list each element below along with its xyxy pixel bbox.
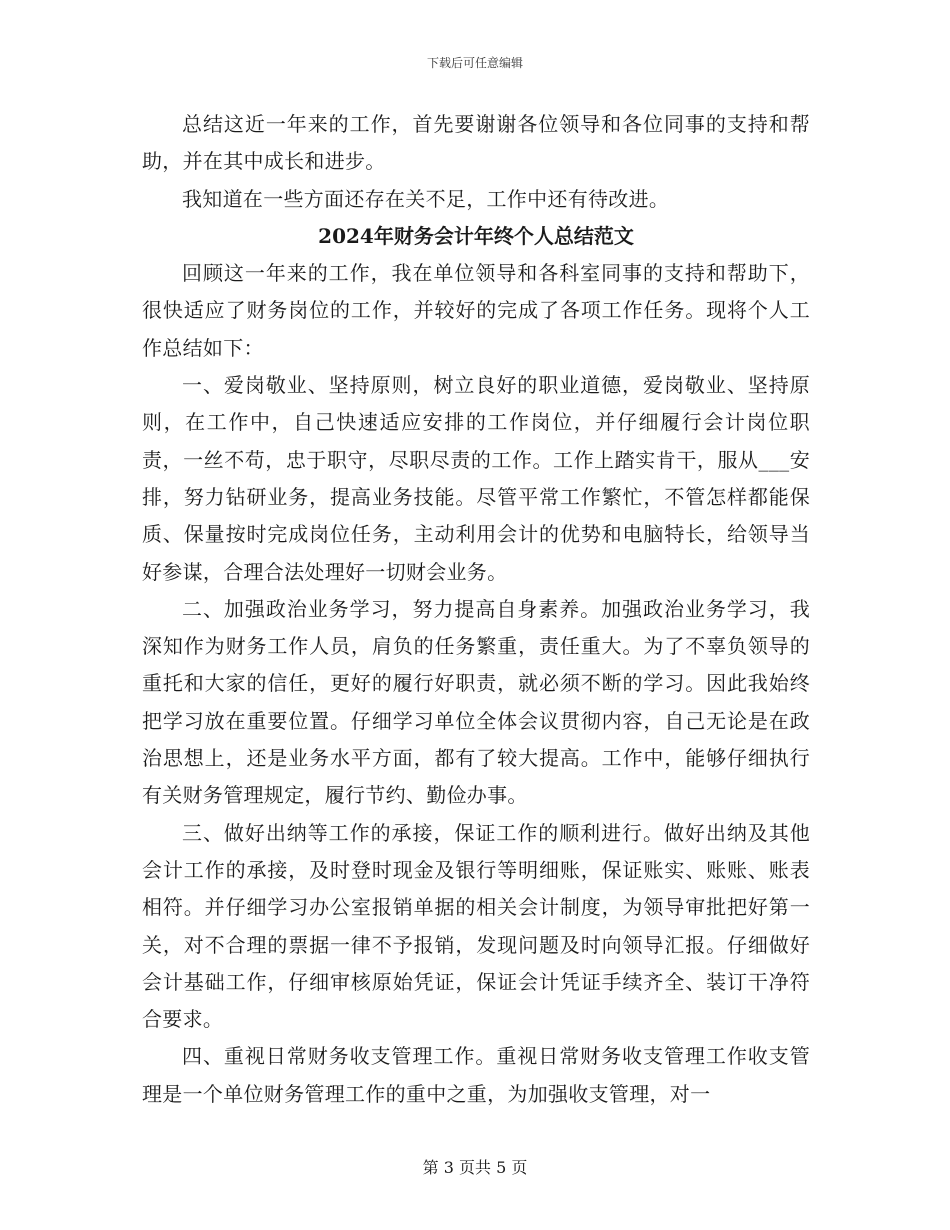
intro-paragraph-1: 总结这近一年来的工作，首先要谢谢各位领导和各位同事的支持和帮助，并在其中成长和进步。 (142, 112, 810, 174)
intro-paragraph-2: 我知道在一些方面还存在关不足，工作中还有待改进。 (182, 186, 670, 211)
body-paragraph-2: 一、爱岗敬业、坚持原则，树立良好的职业道德，爱岗敬业、坚持原则，在工作中，自己快速适应安排的工作岗位，并仔细履行会计岗位职责，一丝不苟，忠于职守，尽职尽责的工作。工作上踏实肯干，服从___安排，努力钻研业务，提高业务技能。尽管平常工作繁忙，不管怎样都能保质、保量按时完成岗位任务，主动利用会计的优势和电脑特长，给领导当好参谋，合理合法处理好一切财会业务。 (142, 373, 810, 584)
page-header: 下载后可任意编辑 (426, 56, 523, 70)
body-paragraph-3: 二、加强政治业务学习，努力提高自身素养。加强政治业务学习，我深知作为财务工作人员，肩负的任务繁重，责任重大。为了不辜负领导的重托和大家的信任，更好的履行好职责，就必须不断的学习。因此我始终把学习放在重要位置。仔细学习单位全体会议贯彻内容，自己无论是在政治思想上，还是业务水平方面，都有了较大提高。工作中，能够仔细执行有关财务管理规定，履行节约、勤俭办事。 (142, 596, 810, 808)
body-paragraph-4: 三、做好出纳等工作的承接，保证工作的顺利进行。做好出纳及其他会计工作的承接，及时登时现金及银行等明细账，保证账实、账账、账表相符。并仔细学习办公室报销单据的相关会计制度，为领导审批把好第一关，对不合理的票据一律不予报销，发现问题及时向领导汇报。仔细做好会计基础工作，仔细审核原始凭证，保证会计凭证手续齐全、装订干净符合要求。 (142, 820, 810, 1032)
document-title: 2024年财务会计年终个人总结范文 (318, 223, 634, 248)
page-number: 第 3 页共 5 页 (422, 1158, 528, 1177)
body-paragraph-1: 回顾这一年来的工作，我在单位领导和各科室同事的支持和帮助下，很快适应了财务岗位的工作，并较好的完成了各项工作任务。现将个人工作总结如下： (142, 261, 810, 360)
body-paragraph-5: 四、重视日常财务收支管理工作。重视日常财务收支管理工作收支管理是一个单位财务管理工作的重中之重，为加强收支管理，对一 (142, 1044, 810, 1106)
document-body (142, 106, 810, 1113)
